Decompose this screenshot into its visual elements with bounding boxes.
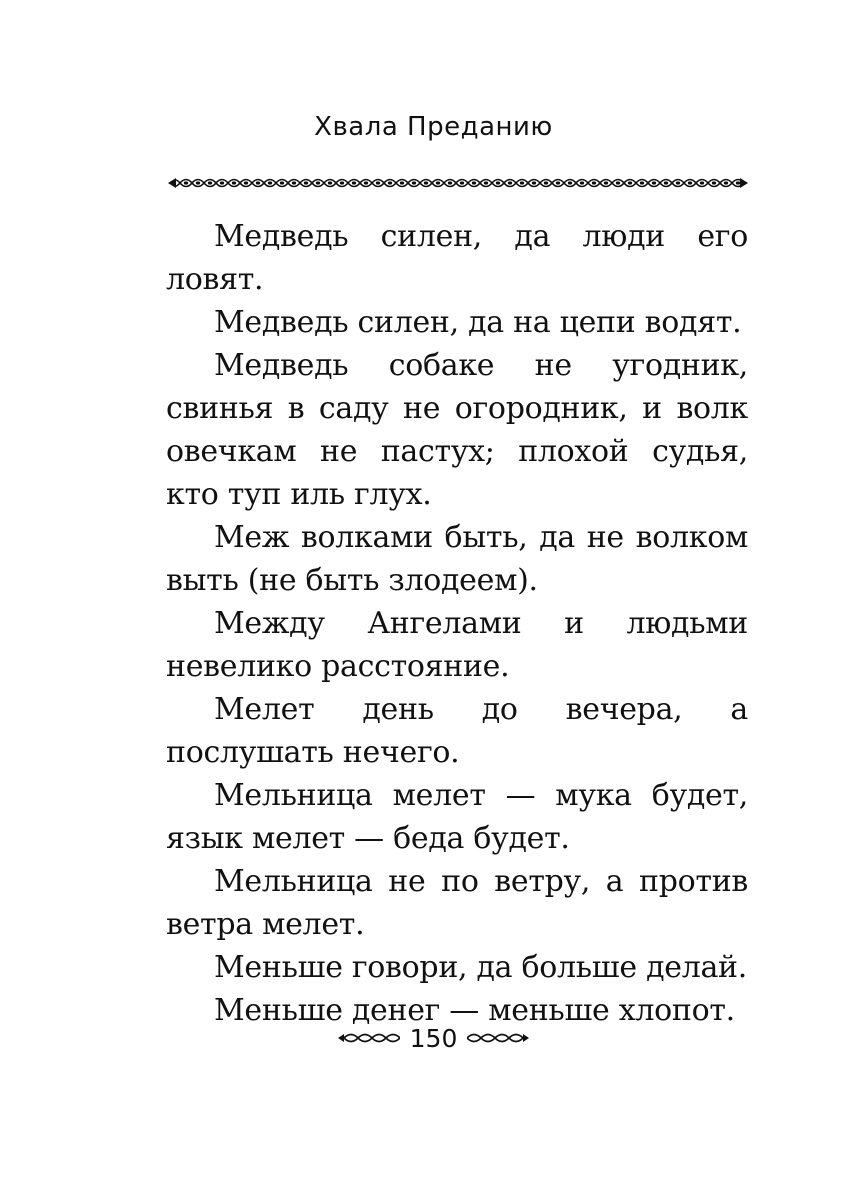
paragraph: Медведь силен, да на цепи водят. — [214, 305, 742, 340]
paragraph: Между Ангелами и людьми невелико расстояние. — [166, 606, 748, 684]
paragraph: Мельница мелет — мука будет, язык мелет — беда будет. — [166, 778, 748, 856]
ornament-right-icon — [467, 1030, 529, 1046]
proverb-text — [166, 215, 748, 1032]
ornament-left-icon — [338, 1030, 400, 1046]
paragraph: Меж волками быть, да не волком выть (не быть злодеем). — [166, 520, 748, 598]
running-title: Хвала Преданию — [314, 112, 553, 142]
paragraph: Медведь силен, да люди его ловят. — [166, 219, 748, 297]
page-footer — [0, 1020, 867, 1056]
braided-ornament-icon — [168, 173, 748, 193]
paragraph: Медведь собаке не угодник, свинья в саду не огородник, и волк овечкам не пастух; плохой судья, кто туп иль глух. — [166, 348, 748, 512]
paragraph: Меньше говори, да больше делай. — [214, 950, 747, 985]
paragraph: Мелет день до вечера, а послушать нечего. — [166, 692, 748, 770]
paragraph: Меньше денег — меньше хлопот. — [214, 993, 735, 1028]
page-number: 150 — [409, 1023, 458, 1053]
paragraph: Мельница не по ветру, а против ветра мелет. — [166, 864, 748, 942]
